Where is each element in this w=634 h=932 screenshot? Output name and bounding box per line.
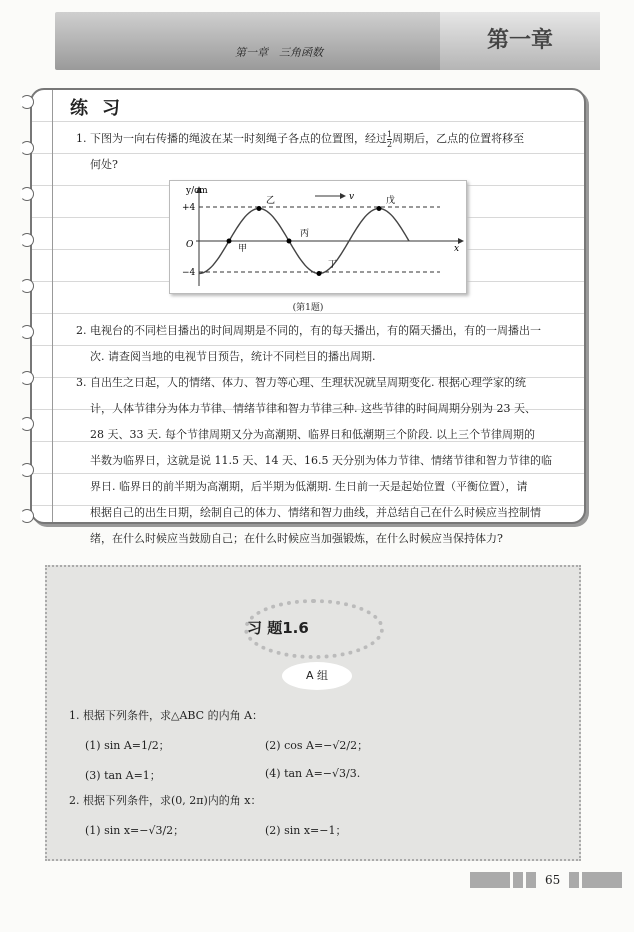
x-axis-label: x — [454, 244, 460, 254]
exercise-q1-item: (4) tan A=−√3/3. — [265, 767, 361, 780]
exercise-q1-item: (2) cos A=−√2/2； — [265, 739, 369, 752]
y-tick-top: +4 — [182, 203, 196, 213]
velocity-label: v — [349, 192, 355, 202]
figure-caption: (第1题) — [292, 303, 324, 313]
group-label: A 组 — [282, 662, 352, 690]
practice-title: 练习 — [70, 98, 134, 119]
point-label-bing: 丙 — [300, 229, 310, 239]
wave-point — [287, 239, 292, 244]
point-label-yi: 乙 — [266, 196, 276, 206]
exercise-q1: 1. 根据下列条件，求△ABC 的内角 A： — [69, 709, 264, 722]
exercise-q1-item: (1) sin A=1/2； — [85, 739, 170, 752]
page-footer — [470, 872, 622, 888]
wave-point — [257, 206, 262, 211]
y-tick-bottom: −4 — [182, 268, 196, 278]
binder-rings — [20, 95, 34, 555]
wave-figure — [169, 180, 467, 294]
practice-box — [30, 88, 586, 545]
wave-point — [227, 239, 232, 244]
wave-point — [317, 271, 322, 276]
point-label-ding: 丁 — [328, 260, 338, 270]
wave-point — [377, 206, 382, 211]
exercise-q2-item: (1) sin x=−√3/2； — [85, 824, 185, 837]
fraction: $\frac{1}{2}$ — [387, 129, 393, 149]
chapter-badge: 第一章 — [440, 12, 600, 70]
origin-label: O — [186, 240, 194, 250]
page-number: 65 — [545, 873, 561, 887]
exercise-q1-item: (3) tan A=1； — [85, 769, 161, 782]
question-2: 2. 电视台的不同栏目播出的时间周期是不同的，有的每天播出，有的隔天播出，有的一周播出一 次. 请查阅当地的电视节目预告，统计不同栏目的播出周期. — [76, 324, 541, 363]
point-label-jia: 甲 — [238, 244, 248, 254]
exercise-q2-item: (2) sin x=−1； — [265, 824, 347, 837]
exercise-title: 习 题1.6 — [247, 619, 309, 637]
question-3: 3. 自出生之日起，人的情绪、体力、智力等心理、生理状况就呈周期变化. 根据心理学家的统 计，人体节律分为体力节律、情绪节律和智力节律三种. 这些节律的时间周期分别为 23 天、 28 天、33 天. 每个节律周期又分为高潮期、临界日和低潮期三个阶段. 以上三个节律周期的 半数为临界日，这就是说 11.5 天、14 天、16.5 天分别为体力节律、情绪节律和智力节律的临 界日. 临界日的前半期为高潮期，后半期为低潮期. 生日前一天是起始位置（平衡位置），请 根据自己的出生日期，绘制自己的体力、情绪和智力曲线，并总结自己在什么时候应当控制情 绪，在什么时候应当鼓励自己；在什么时候应当加强锻炼，在什么时候应当保持体力? — [76, 376, 552, 545]
y-axis-label: y/cm — [186, 186, 208, 196]
exercise-section — [45, 565, 581, 861]
exercise-q2: 2. 根据下列条件，求(0, 2π)内的角 x： — [69, 794, 262, 807]
header-title: 第一章 三角函数 — [235, 46, 323, 59]
question-1: 1. 下图为一向右传播的绳波在某一时刻绳子各点的位置图，经过 $\frac{1}{2}$ 周期后，乙点的位置将移至 何处? — [76, 129, 525, 171]
point-label-wu: 戊 — [386, 196, 396, 206]
